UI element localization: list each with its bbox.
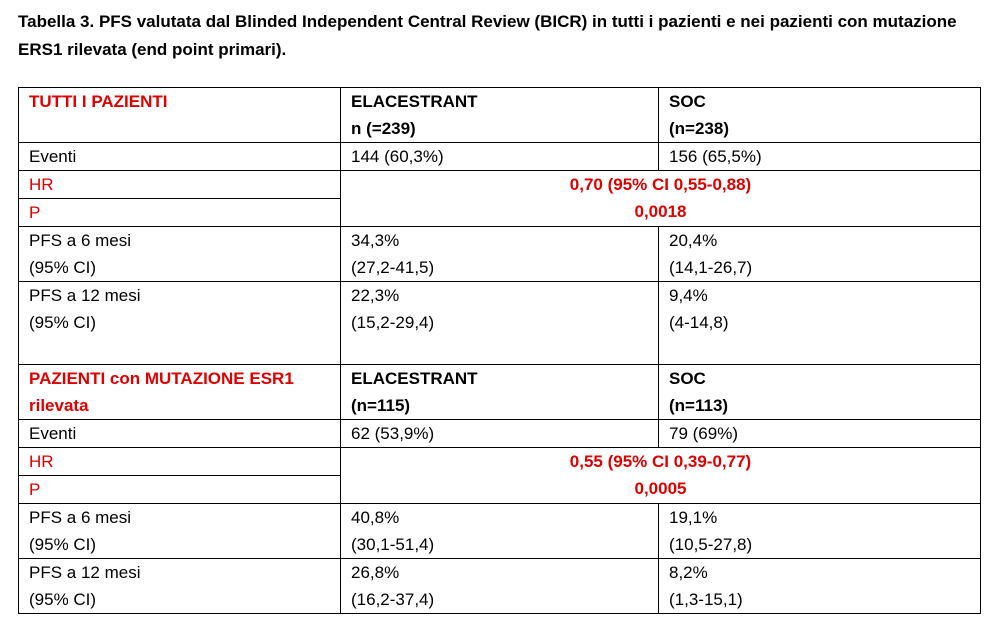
column-header-title: ELACESTRANT [351,369,478,388]
table-cell: 156 (65,5%) [659,143,981,171]
table-cell [341,559,659,614]
table-cell [341,227,659,282]
column-header-cell [341,88,659,143]
table-cell: 79 (69%) [659,420,981,448]
row-label-main: PFS a 12 mesi [29,286,141,305]
table-row [19,559,981,614]
cell-value: 26,8% [351,563,400,582]
row-label: Eventi [19,420,341,448]
row-label-ci: (95% CI) [29,258,97,277]
table-cell [341,504,659,559]
cell-value: 20,4% [669,231,718,250]
row-label: Eventi [19,143,341,171]
row-label-main: PFS a 6 mesi [29,231,132,250]
table-row [19,227,981,282]
cell-value: 22,3% [351,286,400,305]
cell-value: 9,4% [669,286,708,305]
hr-p-merged-cell [341,171,981,227]
table-cell [659,559,981,614]
table-row [19,88,981,143]
table-row [19,420,981,448]
table-row [19,365,981,420]
column-header-title: SOC [669,369,706,388]
table-cell: 62 (53,9%) [341,420,659,448]
hr-value: 0,55 (95% CI 0,39-0,77) [569,452,752,471]
section-heading-line1: PAZIENTI con MUTAZIONE ESR1 [29,369,294,388]
table-row [19,143,981,171]
cell-ci: (10,5-27,8) [669,535,753,554]
p-value: 0,0018 [634,202,687,221]
table-row [19,448,981,476]
section-heading: TUTTI I PAZIENTI [29,92,168,111]
table-cell [659,227,981,282]
cell-ci: (15,2-29,4) [351,313,435,332]
row-label [19,504,341,559]
section-heading-cell [19,365,341,420]
row-label-hr: HR [19,448,341,476]
row-label [19,227,341,282]
table-cell [659,504,981,559]
table-row [19,171,981,199]
cell-ci: (14,1-26,7) [669,258,753,277]
row-label-p: P [19,476,341,504]
cell-value: 8,2% [669,563,708,582]
table-cell [341,282,659,365]
column-header-n: (n=115) [351,396,411,415]
cell-value: 40,8% [351,508,400,527]
cell-ci: (27,2-41,5) [351,258,435,277]
table-cell: 144 (60,3%) [341,143,659,171]
column-header-n: (n=113) [669,396,729,415]
cell-value: 34,3% [351,231,400,250]
row-label-main: PFS a 6 mesi [29,508,132,527]
hr-p-merged-cell [341,448,981,504]
column-header-title: SOC [669,92,706,111]
hr-value: 0,70 (95% CI 0,55-0,88) [569,175,752,194]
cell-ci: (16,2-37,4) [351,590,435,609]
p-value: 0,0005 [634,479,687,498]
column-header-cell [341,365,659,420]
row-label-p: P [19,199,341,227]
column-header-cell [659,88,981,143]
row-label-ci: (95% CI) [29,313,97,332]
pfs-table [18,87,981,614]
table-caption: Tabella 3. PFS valutata dal Blinded Independent Central Review (BICR) in tutti i pazienti e nei pazienti con mutazione ERS1 rilevata (end point primari). [18,12,957,59]
cell-ci: (4-14,8) [669,313,729,332]
column-header-n: (n=238) [669,119,729,138]
row-label-main: PFS a 12 mesi [29,563,141,582]
section-heading-cell [19,88,341,143]
row-label [19,559,341,614]
column-header-title: ELACESTRANT [351,92,478,111]
table-cell [659,282,981,365]
cell-ci: (30,1-51,4) [351,535,435,554]
table-row [19,282,981,365]
cell-ci: (1,3-15,1) [669,590,743,609]
cell-value: 19,1% [669,508,718,527]
row-label [19,282,341,365]
section-heading-line2: rilevata [29,396,89,415]
table-row [19,504,981,559]
row-label-ci: (95% CI) [29,535,97,554]
column-header-n: n (=239) [351,119,416,138]
row-label-ci: (95% CI) [29,590,97,609]
row-label-hr: HR [19,171,341,199]
column-header-cell [659,365,981,420]
